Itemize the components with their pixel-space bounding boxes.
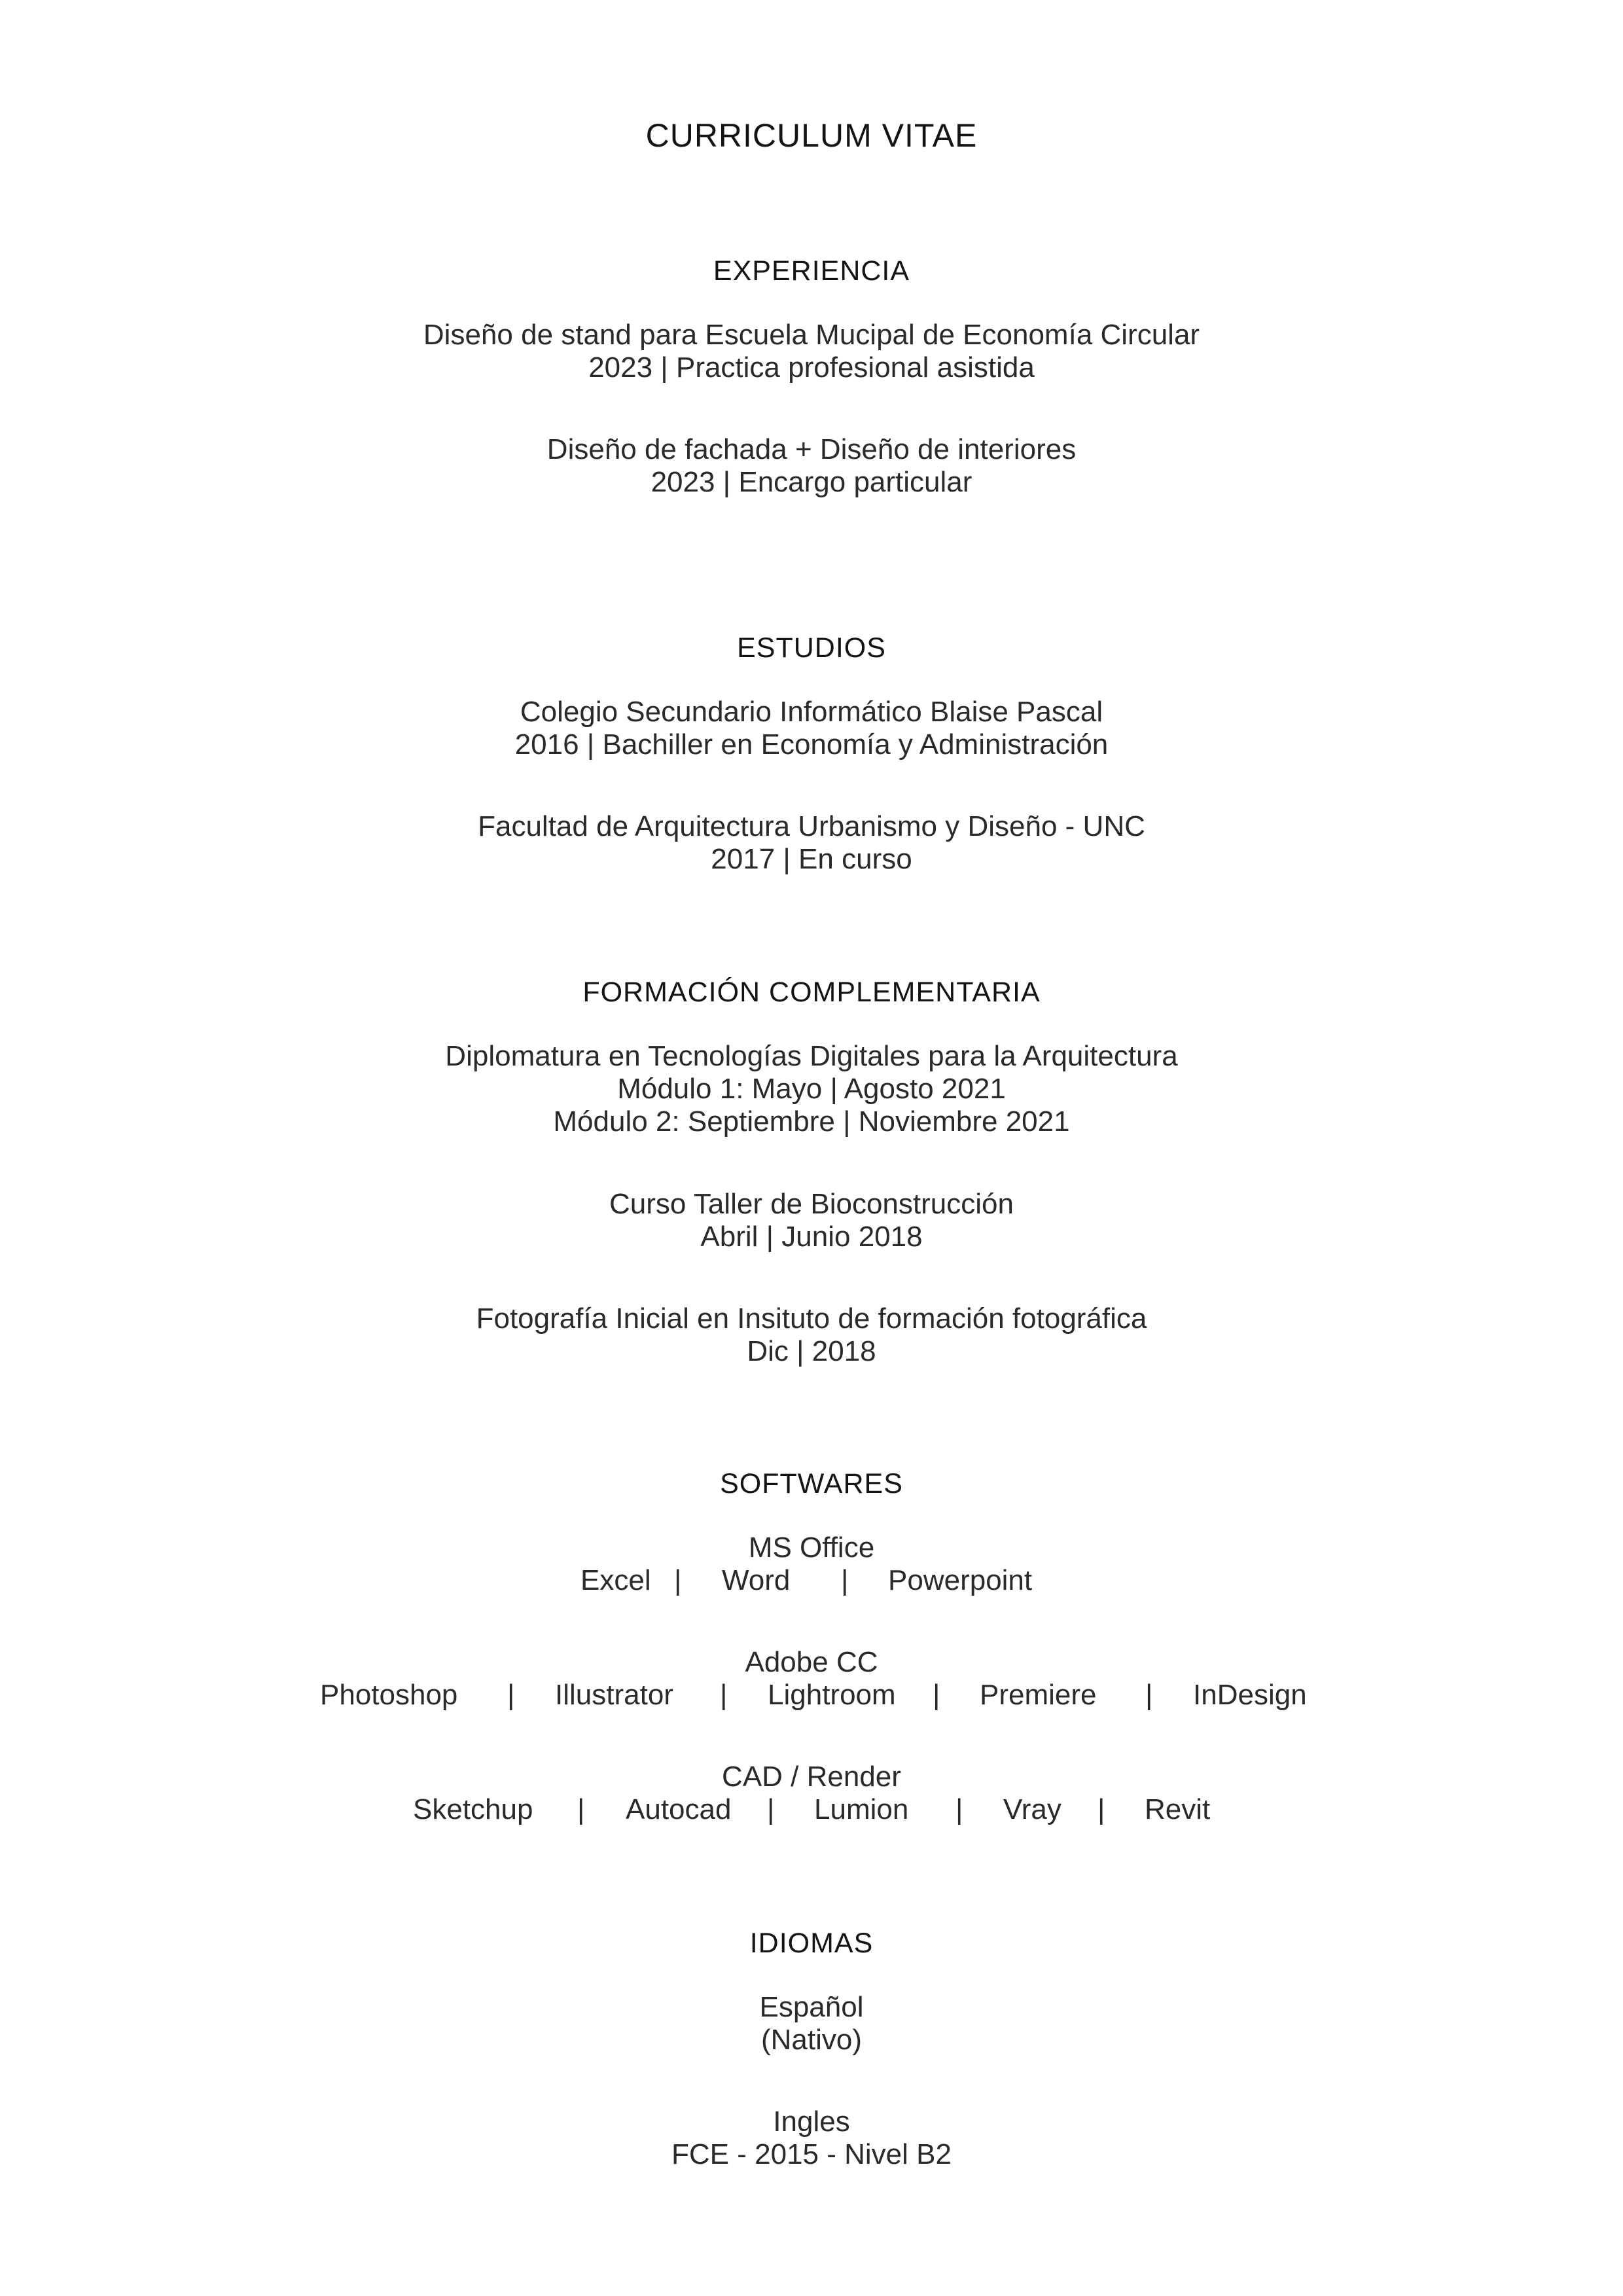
software-tool: Sketchup bbox=[413, 1793, 533, 1825]
complementary-training-heading: FORMACIÓN COMPLEMENTARIA bbox=[582, 977, 1041, 1008]
training-item-2-title: Curso Taller de Bioconstrucción bbox=[609, 1188, 1014, 1220]
languages-heading: IDIOMAS bbox=[749, 1928, 874, 1959]
experience-heading: EXPERIENCIA bbox=[713, 255, 910, 287]
software-tool: InDesign bbox=[1193, 1679, 1307, 1711]
separator: | bbox=[1145, 1679, 1153, 1711]
software-tool: Word bbox=[722, 1564, 791, 1596]
training-item-3-detail: Dic | 2018 bbox=[747, 1335, 876, 1367]
separator: | bbox=[720, 1679, 728, 1711]
experience-item-2-title: Diseño de fachada + Diseño de interiores bbox=[546, 433, 1077, 465]
studies-item-1-detail: 2016 | Bachiller en Economía y Administración bbox=[514, 728, 1109, 761]
software-tool: Revit bbox=[1145, 1793, 1211, 1825]
separator: | bbox=[577, 1793, 585, 1825]
software-tool: Lightroom bbox=[768, 1679, 896, 1711]
software-tool: Illustrator bbox=[555, 1679, 673, 1711]
separator: | bbox=[507, 1679, 515, 1711]
software-tool: Vray bbox=[1003, 1793, 1061, 1825]
software-group-cad-tools bbox=[0, 1793, 1623, 1826]
software-tool: Lumion bbox=[814, 1793, 909, 1825]
studies-item-2-detail: 2017 | En curso bbox=[711, 843, 912, 875]
training-item-1-module-2: Módulo 2: Septiembre | Noviembre 2021 bbox=[553, 1105, 1070, 1138]
separator: | bbox=[674, 1564, 682, 1596]
software-heading: SOFTWARES bbox=[720, 1468, 903, 1499]
software-tool: Photoshop bbox=[320, 1679, 458, 1711]
separator: | bbox=[841, 1564, 849, 1596]
software-group-ms-office-title: MS Office bbox=[748, 1532, 875, 1564]
studies-item-2-title: Facultad de Arquitectura Urbanismo y Diseño - UNC bbox=[478, 810, 1145, 842]
separator: | bbox=[767, 1793, 775, 1825]
experience-item-2-detail: 2023 | Encargo particular bbox=[651, 466, 972, 498]
training-item-1-module-1: Módulo 1: Mayo | Agosto 2021 bbox=[617, 1073, 1006, 1105]
software-tool: Premiere bbox=[980, 1679, 1097, 1711]
software-group-adobe-title: Adobe CC bbox=[745, 1646, 878, 1678]
studies-heading: ESTUDIOS bbox=[737, 632, 886, 664]
software-group-adobe-tools bbox=[0, 1679, 1623, 1712]
language-item-1-level: (Nativo) bbox=[760, 2024, 863, 2056]
separator: | bbox=[955, 1793, 963, 1825]
language-item-2-level: FCE - 2015 - Nivel B2 bbox=[671, 2138, 952, 2170]
software-tool: Excel bbox=[580, 1564, 651, 1596]
separator: | bbox=[933, 1679, 940, 1711]
language-item-2-name: Ingles bbox=[773, 2106, 850, 2138]
experience-item-1-detail: 2023 | Practica profesional asistida bbox=[588, 351, 1035, 384]
software-group-ms-office-tools bbox=[0, 1564, 1623, 1597]
training-item-2-detail: Abril | Junio 2018 bbox=[700, 1221, 923, 1253]
document-title: CURRICULUM VITAE bbox=[645, 117, 978, 154]
training-item-3-title: Fotografía Inicial en Insituto de formación fotográfica bbox=[476, 1302, 1147, 1335]
language-item-1-name: Español bbox=[759, 1991, 864, 2023]
training-item-1-title: Diplomatura en Tecnologías Digitales para la Arquitectura bbox=[445, 1040, 1178, 1072]
separator: | bbox=[1097, 1793, 1105, 1825]
software-group-cad-title: CAD / Render bbox=[722, 1761, 901, 1793]
experience-item-1-title: Diseño de stand para Escuela Mucipal de Economía Circular bbox=[423, 319, 1200, 351]
software-tool: Autocad bbox=[626, 1793, 732, 1825]
software-tool: Powerpoint bbox=[888, 1564, 1033, 1596]
studies-item-1-title: Colegio Secundario Informático Blaise Pascal bbox=[520, 696, 1103, 728]
